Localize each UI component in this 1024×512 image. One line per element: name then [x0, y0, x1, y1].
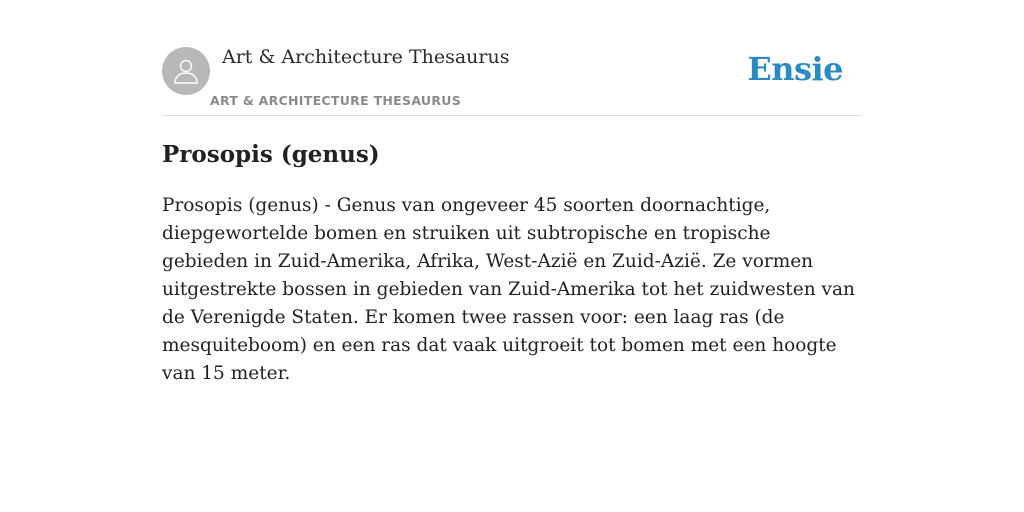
author-name[interactable]: Art & Architecture Thesaurus [222, 46, 510, 68]
source-label[interactable]: ART & ARCHITECTURE THESAURUS [210, 93, 462, 108]
author-avatar[interactable] [162, 47, 210, 95]
brand-logo[interactable]: Ensie [747, 50, 843, 88]
user-silhouette-icon [172, 57, 200, 85]
entry-title: Prosopis (genus) [162, 141, 380, 168]
entry-header [162, 0, 862, 116]
entry-body: Prosopis (genus) - Genus van ongeveer 45 soorten doornachtige, diepgewortelde bomen en struiken uit subtropische en tropische gebieden in Zuid-Amerika, Afrika, West-Azië en Zuid-Azië. Ze vormen uitgestrekte bossen in gebieden van Zuid-Amerika tot het zuidwesten van de Verenigde Staten. Er komen twee rassen voor: een laag ras (de mesquiteboom) en een ras dat vaak uitgroeit tot bomen met een hoogte van 15 meter. [162, 195, 855, 384]
entry-card [162, 0, 862, 512]
